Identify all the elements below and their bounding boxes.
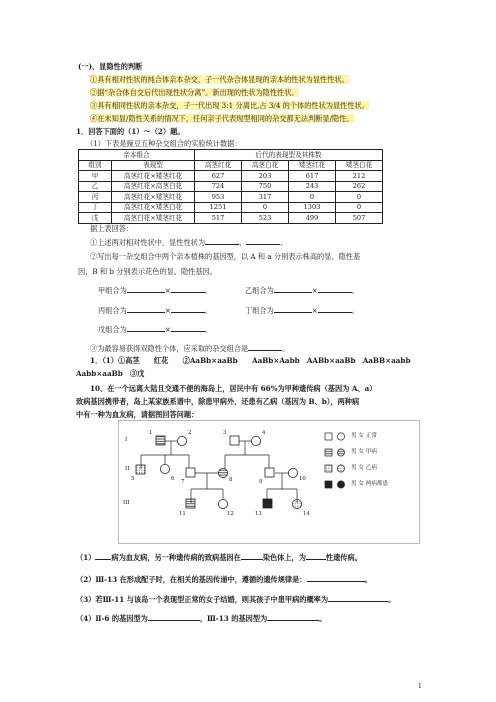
answer-blank[interactable] <box>318 285 352 293</box>
answer-blank[interactable] <box>241 552 263 560</box>
legend-normal: 男 女 正常 <box>351 433 377 439</box>
q10-part-1: （1） 病为血友病，另一种遗传病的致病基因在 染色体上，为 性遗传病。 <box>76 553 362 562</box>
combo-wu <box>98 324 212 334</box>
table-cell: 甲 <box>79 171 112 182</box>
table-row <box>79 192 383 203</box>
table-cell: 0 <box>336 202 383 213</box>
page-number: 1 <box>418 683 422 690</box>
person-number: 6 <box>171 476 175 482</box>
person-number: 4 <box>262 430 266 436</box>
after-table-text: 据上表回答： <box>90 224 134 233</box>
person-14 <box>292 499 301 508</box>
answer-blank[interactable] <box>148 613 200 621</box>
table-cell: 523 <box>242 213 289 224</box>
q10-line-3: 中有一种为血友病，请据图回答问题： <box>76 410 199 419</box>
person-7 <box>186 468 195 477</box>
answer-blank[interactable] <box>171 324 205 332</box>
table-cell: 高茎红花×矮茎红花 <box>112 192 195 203</box>
header-phenotype: 表现型 <box>112 160 195 171</box>
answer-blank[interactable] <box>205 237 239 245</box>
q10-line-1: 10、在一个远离大陆且交通不便的海岛上，居民中有 66%为甲种遗传病（基因为 A、a） <box>90 384 377 393</box>
answer-blank[interactable] <box>127 305 165 313</box>
person-number: 1 <box>149 430 153 436</box>
table-cell: 戊 <box>79 213 112 224</box>
answer-blank[interactable] <box>171 305 205 313</box>
table-cell: 高茎白花×矮茎红花 <box>112 213 195 224</box>
answer-blank[interactable] <box>171 285 205 293</box>
person-number: 3 <box>223 430 227 436</box>
end-mark: 。 <box>204 325 212 334</box>
table-cell: 1251 <box>195 202 242 213</box>
q10-line-2: 致病基因携带者，岛上某家族系谱中，除患甲病外，还患有乙病（基因为 B、b），两种病 <box>76 397 360 406</box>
cross-mark: × <box>164 325 171 334</box>
person-9 <box>265 468 274 477</box>
table-cell: 724 <box>195 181 242 192</box>
cross-mark: × <box>164 286 171 295</box>
cross-mark: × <box>164 306 171 315</box>
q10-part-4: （4）Ⅱ-6 的基因型为 ，Ⅲ-13 的基因型为 。 <box>76 614 327 623</box>
header-group: 组别 <box>79 160 112 171</box>
person-number: 14 <box>303 511 310 517</box>
table-cell: 617 <box>289 171 336 182</box>
cross-mark: × <box>311 286 318 295</box>
question-a <box>90 237 287 247</box>
header-parent: 亲本组合 <box>79 150 195 161</box>
table-cell: 高茎红花×矮茎红花 <box>112 171 195 182</box>
answer-blank[interactable] <box>127 285 165 293</box>
rule-3: ③具有相同性状的亲本杂交，子一代出现 3:1 分离比,占 3/4 的个体的性状为显性性状。 <box>90 101 369 110</box>
person-12 <box>218 499 227 508</box>
header-tall-white: 高茎白花 <box>242 160 289 171</box>
end-mark: 。 <box>204 306 212 315</box>
answer-blank[interactable] <box>95 552 111 560</box>
end-mark: 。 <box>280 238 288 247</box>
answer-line-2: Aabb×aaBb ③戊 <box>76 369 145 378</box>
person-number: 11 <box>179 511 186 517</box>
combo-label: 丁组合为 <box>245 306 274 315</box>
answer-blank[interactable] <box>267 613 319 621</box>
table-row <box>79 213 383 224</box>
table-row <box>79 181 383 192</box>
table-cell: 499 <box>289 213 336 224</box>
question-b-line2: 因，B 和 b 分别表示花色的显、隐性基因。 <box>78 267 217 276</box>
combo-label: 丙组合为 <box>98 306 127 315</box>
person-4 <box>251 436 260 445</box>
rule-4: ④在未知显/隐性关系的情况下，任何亲子代表现型相同的杂交都无法判断显/隐性。 <box>90 114 354 123</box>
table-cell: 507 <box>336 213 383 224</box>
answer-blank[interactable] <box>318 305 352 313</box>
table-cell: 1303 <box>289 202 336 213</box>
table-cell: 乙 <box>79 181 112 192</box>
person-number: 13 <box>255 511 262 517</box>
answer-blank[interactable] <box>246 237 280 245</box>
legend-disease-a: 男 女 甲病 <box>351 449 377 455</box>
table-cell: 丙 <box>79 192 112 203</box>
separator: 、 <box>239 238 247 247</box>
table-cell: 203 <box>242 171 289 182</box>
table-cell: 212 <box>336 171 383 182</box>
table-row <box>79 202 383 213</box>
answer-blank[interactable] <box>127 324 165 332</box>
header-tall-red: 高茎红花 <box>195 160 242 171</box>
header-offspring: 后代的表现型及其株数 <box>195 150 383 161</box>
table-cell: 0 <box>289 192 336 203</box>
rule-1: ①具有相对性状的纯合体亲本杂交，子一代杂合体显现的亲本的性状为显性性状。 <box>90 75 349 84</box>
table-cell: 750 <box>242 181 289 192</box>
table-cell: 953 <box>195 192 242 203</box>
answer-blank[interactable] <box>328 594 388 602</box>
table-cell: 0 <box>242 202 289 213</box>
person-5 <box>136 465 145 474</box>
answer-blank[interactable] <box>274 285 312 293</box>
person-number: 10 <box>299 476 306 482</box>
answer-blank[interactable] <box>248 343 282 351</box>
generation-label: II <box>125 466 130 472</box>
question-b-line1: ②写出每一杂交组合中两个亲本植株的基因型，以 A 和 a 分别表示株高的显、隐性基 <box>90 252 361 261</box>
person-3 <box>230 436 239 445</box>
person-number: 12 <box>227 511 234 517</box>
cross-table <box>78 149 383 224</box>
person-11 <box>186 499 195 508</box>
end-mark: 。 <box>282 344 290 353</box>
header-short-white: 矮茎白花 <box>336 160 383 171</box>
person-13 <box>263 499 272 508</box>
table-cell: 0 <box>336 192 383 203</box>
person-8 <box>218 468 227 477</box>
q10-part-3: （3）若Ⅲ-11 与该岛一个表现型正常的女子结婚，则其孩子中患甲病的概率为 。 <box>76 595 396 604</box>
rule-2: ②据“杂合体自交后代出现性状分离”。新出现的性状为隐性性状。 <box>90 88 299 97</box>
question-c <box>90 343 289 353</box>
table-cell: 高茎红花×高茎白花 <box>112 181 195 192</box>
combo-jia <box>98 285 212 295</box>
person-number: 9 <box>259 479 263 485</box>
q10-part-2: （2）Ⅲ-13 在形成配子时，在相关的基因传递中，遵循的遗传规律是： 。 <box>76 575 372 584</box>
combo-yi <box>245 285 359 295</box>
end-mark: 。 <box>351 306 359 315</box>
legend-both: 男 女 两病都患 <box>351 481 389 487</box>
table-cell: 517 <box>195 213 242 224</box>
question-c-text: ③为最容易获得双隐性个体，应采取的杂交组合是 <box>90 344 249 353</box>
person-6 <box>160 464 169 473</box>
combo-label: 乙组合为 <box>245 286 274 295</box>
person-2 <box>177 436 186 445</box>
question-1-sub: （1）下表是豌豆五种杂交组合的实验统计数据： <box>86 139 242 148</box>
table-cell: 262 <box>336 181 383 192</box>
end-mark: 。 <box>204 286 212 295</box>
person-number: 5 <box>131 476 135 482</box>
table-cell: 627 <box>195 171 242 182</box>
table-cell: 丁 <box>79 202 112 213</box>
table-cell: 243 <box>289 181 336 192</box>
section-title: (一)、显隐性的判断 <box>78 62 143 71</box>
question-a-text: ①上述两对相对性状中，显性性状为 <box>90 238 206 247</box>
person-number: 2 <box>188 430 192 436</box>
generation-label: III <box>123 500 130 506</box>
pedigree-chart <box>118 420 420 544</box>
table-cell: 高茎红花×矮茎白花 <box>112 202 195 213</box>
cross-mark: × <box>311 306 318 315</box>
person-number: 7 <box>181 479 185 485</box>
answer-blank[interactable] <box>306 552 326 560</box>
legend-disease-b: 男 女 乙病 <box>351 465 377 471</box>
combo-label: 戊组合为 <box>98 325 127 334</box>
person-number: 8 <box>229 477 233 483</box>
answer-blank[interactable] <box>307 574 365 582</box>
generation-label: I <box>125 437 128 443</box>
person-10 <box>288 468 297 477</box>
combo-ding <box>245 305 359 315</box>
combo-bing <box>98 305 212 315</box>
header-short-red: 矮茎红花 <box>289 160 336 171</box>
table-cell: 317 <box>242 192 289 203</box>
combo-label: 甲组合为 <box>98 286 127 295</box>
end-mark: 。 <box>351 286 359 295</box>
answer-line-1: 1．（1）①高茎 红花 ②AaBb×aaBb AaBb×Aabb AABb×aaBb AaBB×aabb <box>90 356 411 365</box>
table-row <box>79 171 383 182</box>
question-1-title: 1．回答下面的（1）～（2）题。 <box>76 127 185 136</box>
answer-blank[interactable] <box>274 305 312 313</box>
person-1 <box>156 436 165 445</box>
